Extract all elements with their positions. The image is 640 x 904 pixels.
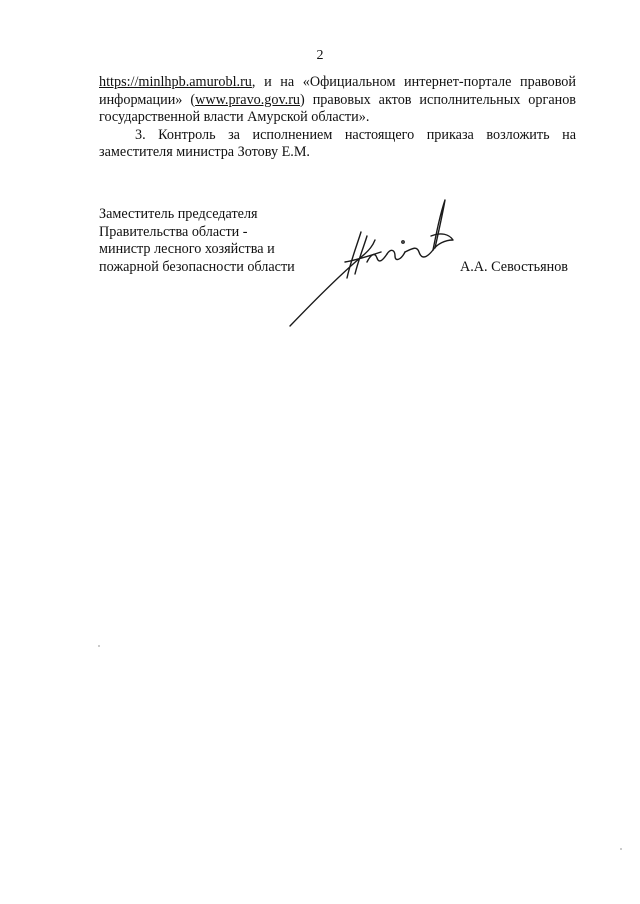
signatory-title-line: Правительства области - [99,223,248,240]
paragraph-publication [99,74,576,127]
signatory-title-line: Заместитель председателя [99,206,258,222]
scan-speck [98,645,100,647]
scan-speck [620,848,622,850]
paragraph-text-part-1: , и на «Официальном интернет-портале правовой информации» ( [99,74,576,108]
signatory-title-line: пожарной безопасности области [99,258,295,275]
page-number: 2 [316,48,324,63]
paragraph-control: 3. Контроль за исполнением настоящего приказа возложить на заместителя министра Зотову Е.М. [99,126,576,161]
document-body [99,74,576,162]
ministry-website-link[interactable]: https://minlhpb.amurobl.ru [99,74,252,90]
handwritten-signature [285,190,460,330]
pravo-portal-link[interactable]: www.pravo.gov.ru [195,91,301,108]
paragraph-text-part-2: ) правовых актов исполнительных органов государственной власти Амурской области». [99,91,577,126]
signatory-title-line: министр лесного хозяйства и [99,241,275,258]
signatory-name: А.А. Севостьянов [460,259,568,275]
